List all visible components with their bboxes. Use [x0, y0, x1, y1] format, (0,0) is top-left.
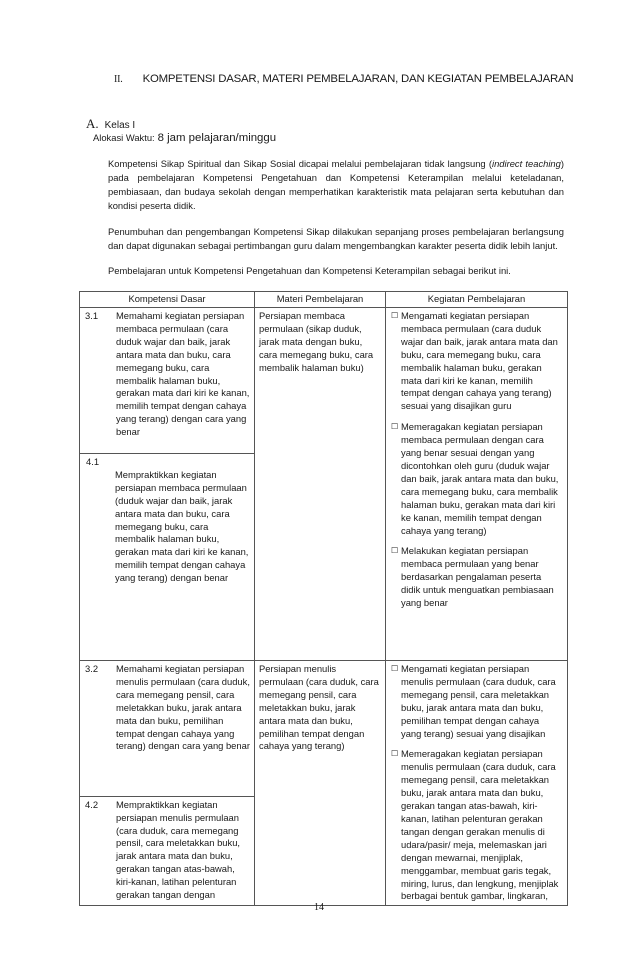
kd-text: Mempraktikkan kegiatan persiapan membaca permulaan (duduk wajar dan baik, jarak antara mata dan buku, cara memegang buku, cara membalik halaman buku, gerakan mata dari kiri ke kanan, memilih tempat dengan cahaya yang terang) dengan benar: [115, 468, 249, 584]
kegiatan-cell: [386, 308, 568, 661]
checkbox-bullet-icon: ☐: [391, 422, 399, 432]
paragraph-attitude: [108, 157, 564, 213]
kegiatan-cell: [386, 661, 568, 906]
paragraph-attitude-part2: ) pada pembelajaran Kompetensi Pengetahuan dan Kompetensi Keterampilan melalui keteladanan, pembiasaan, dan budaya sekolah dengan memperhatikan karakteristik mata pelajaran serta kebutuhan dan kondisi peserta didik.: [108, 158, 564, 211]
section-title: Kelas I: [104, 120, 136, 131]
header-kompetensi-dasar: Kompetensi Dasar: [80, 292, 255, 308]
kd-cell: [80, 308, 255, 454]
kegiatan-item: ☐ Melakukan kegiatan persiapan membaca permulaan yang benar berdasarkan pengalaman peserta didik untuk menguatkan pembiasaan yang benar: [391, 545, 554, 609]
checkbox-bullet-icon: ☐: [391, 311, 399, 320]
kd-cell: [80, 454, 255, 661]
page-number: 14: [314, 902, 324, 913]
kd-item: [80, 308, 254, 441]
time-allocation-label: Alokasi Waktu:: [93, 132, 155, 143]
paragraph-attitude-part1: Kompetensi Sikap Spiritual dan Sikap Sosial dicapai melalui pembelajaran tidak langsung (: [108, 158, 492, 169]
chapter-title: KOMPETENSI DASAR, MATERI PEMBELAJARAN, DAN KEGIATAN PEMBELAJARAN: [142, 73, 574, 85]
materi-text: Persiapan menulis permulaan (cara duduk, cara memegang pensil, cara meletakkan buku, jarak antara mata dan buku, pemilihan tempat dengan cahaya yang terang): [259, 663, 379, 752]
kd-number: 4.2: [85, 798, 99, 810]
table-row: [80, 308, 568, 454]
section-heading: [86, 116, 135, 132]
materi-cell: [255, 661, 386, 906]
time-allocation-value: 8 jam pelajaran/minggu: [157, 132, 277, 144]
competency-table: [79, 291, 568, 906]
section-letter: A.: [86, 116, 99, 131]
kd-cell: [80, 661, 255, 797]
paragraph-attitude-italic: indirect teaching: [491, 158, 561, 169]
kd-text: Memahami kegiatan persiapan membaca permulaan (cara duduk wajar dan baik, jarak antara mata dan buku, cara memegang buku, cara membalik halaman buku, gerakan mata dari kiri ke kanan, memilih tempat dengan cahaya yang terang) dengan cara yang benar: [116, 310, 250, 438]
table-header-row: [80, 292, 568, 308]
kd-text: Mempraktikkan kegiatan persiapan menulis permulaan (cara duduk, cara memegang pensil, cara meletakkan buku, jarak antara mata dan buku, gerakan tangan atas-bawah, kiri-kanan, latihan pelenturan gerakan tangan dengan: [116, 798, 241, 901]
kd-number: 3.2: [85, 663, 99, 674]
kd-number: 4.1: [86, 456, 100, 467]
kd-cell: [80, 796, 255, 906]
checkbox-bullet-icon: ☐: [391, 664, 399, 673]
kegiatan-item: ☐ Mengamati kegiatan persiapan menulis permulaan (cara duduk, cara memegang pensil, cara meletakkan buku, jarak antara mata dan buku, pemilihan tempat dengan cahaya yang terang) sesuai yang disajikan: [391, 663, 556, 739]
checkbox-bullet-icon: ☐: [391, 546, 399, 556]
table-row: [80, 661, 568, 797]
paragraph-development: Penumbuhan dan pengembangan Kompetensi Sikap dilakukan sepanjang proses pembelajaran berlangsung dan dapat digunakan sebagai pertimbangan guru dalam mengembangkan karakter peserta didik lebih lanjut.: [108, 226, 564, 251]
kegiatan-item: ☐ Mengamati kegiatan persiapan membaca permulaan (cara duduk wajar dan baik, jarak antara mata dan buku, cara memegang buku, cara membalik halaman buku, gerakan mata dari kiri ke kanan, memilih tempat dengan cahaya yang terang) sesuai yang disajikan guru: [391, 310, 558, 412]
kd-item: [80, 454, 254, 587]
chapter-heading: [114, 73, 573, 85]
kegiatan-item: ☐ Memeragakan kegiatan persiapan menulis permulaan (cara duduk, cara memegang pensil, cara meletakkan buku, jarak antara mata dan buku, gerakan tangan atas-bawah, kiri-kanan, latihan pelenturan gerakan tangan dengan gerakan menulis di udara/pasir/ meja, melemaskan jari dengan mewarnai, menjiplak, menggambar, membuat garis tegak, miring, lurus, dan lengkung, menjiplak berbagai bentuk gambar, lingkaran,: [391, 748, 559, 902]
chapter-number: II.: [114, 74, 123, 85]
time-allocation: [93, 132, 276, 144]
kegiatan-item: ☐ Memeragakan kegiatan persiapan membaca permulaan dengan cara yang benar sesuai dengan yang dicontohkan oleh guru (duduk wajar dan baik, jarak antara mata dan buku, cara memegang buku, cara membalik halaman buku, gerakan mata dari kiri ke kanan, memilih tempat dengan cahaya yang terang): [391, 421, 559, 536]
kd-item: [80, 797, 254, 904]
checkbox-bullet-icon: ☐: [391, 749, 399, 759]
kd-text: Memahami kegiatan persiapan menulis permulaan (cara duduk, cara memegang pensil, cara meletakkan buku, jarak antara mata dan buku, pemilihan tempat dengan cahaya yang terang) dengan cara yang benar: [116, 663, 250, 752]
kd-number: 3.1: [85, 310, 99, 321]
kd-item: [80, 661, 254, 755]
materi-cell: [255, 308, 386, 661]
header-kegiatan: Kegiatan Pembelajaran: [386, 292, 568, 308]
paragraph-intro-table: Pembelajaran untuk Kompetensi Pengetahuan dan Kompetensi Keterampilan sebagai berikut ini.: [108, 265, 511, 276]
materi-text: Persiapan membaca permulaan (sikap duduk, jarak mata dengan buku, cara memegang buku, cara membalik halaman buku): [259, 310, 374, 373]
header-materi: Materi Pembelajaran: [255, 292, 386, 308]
